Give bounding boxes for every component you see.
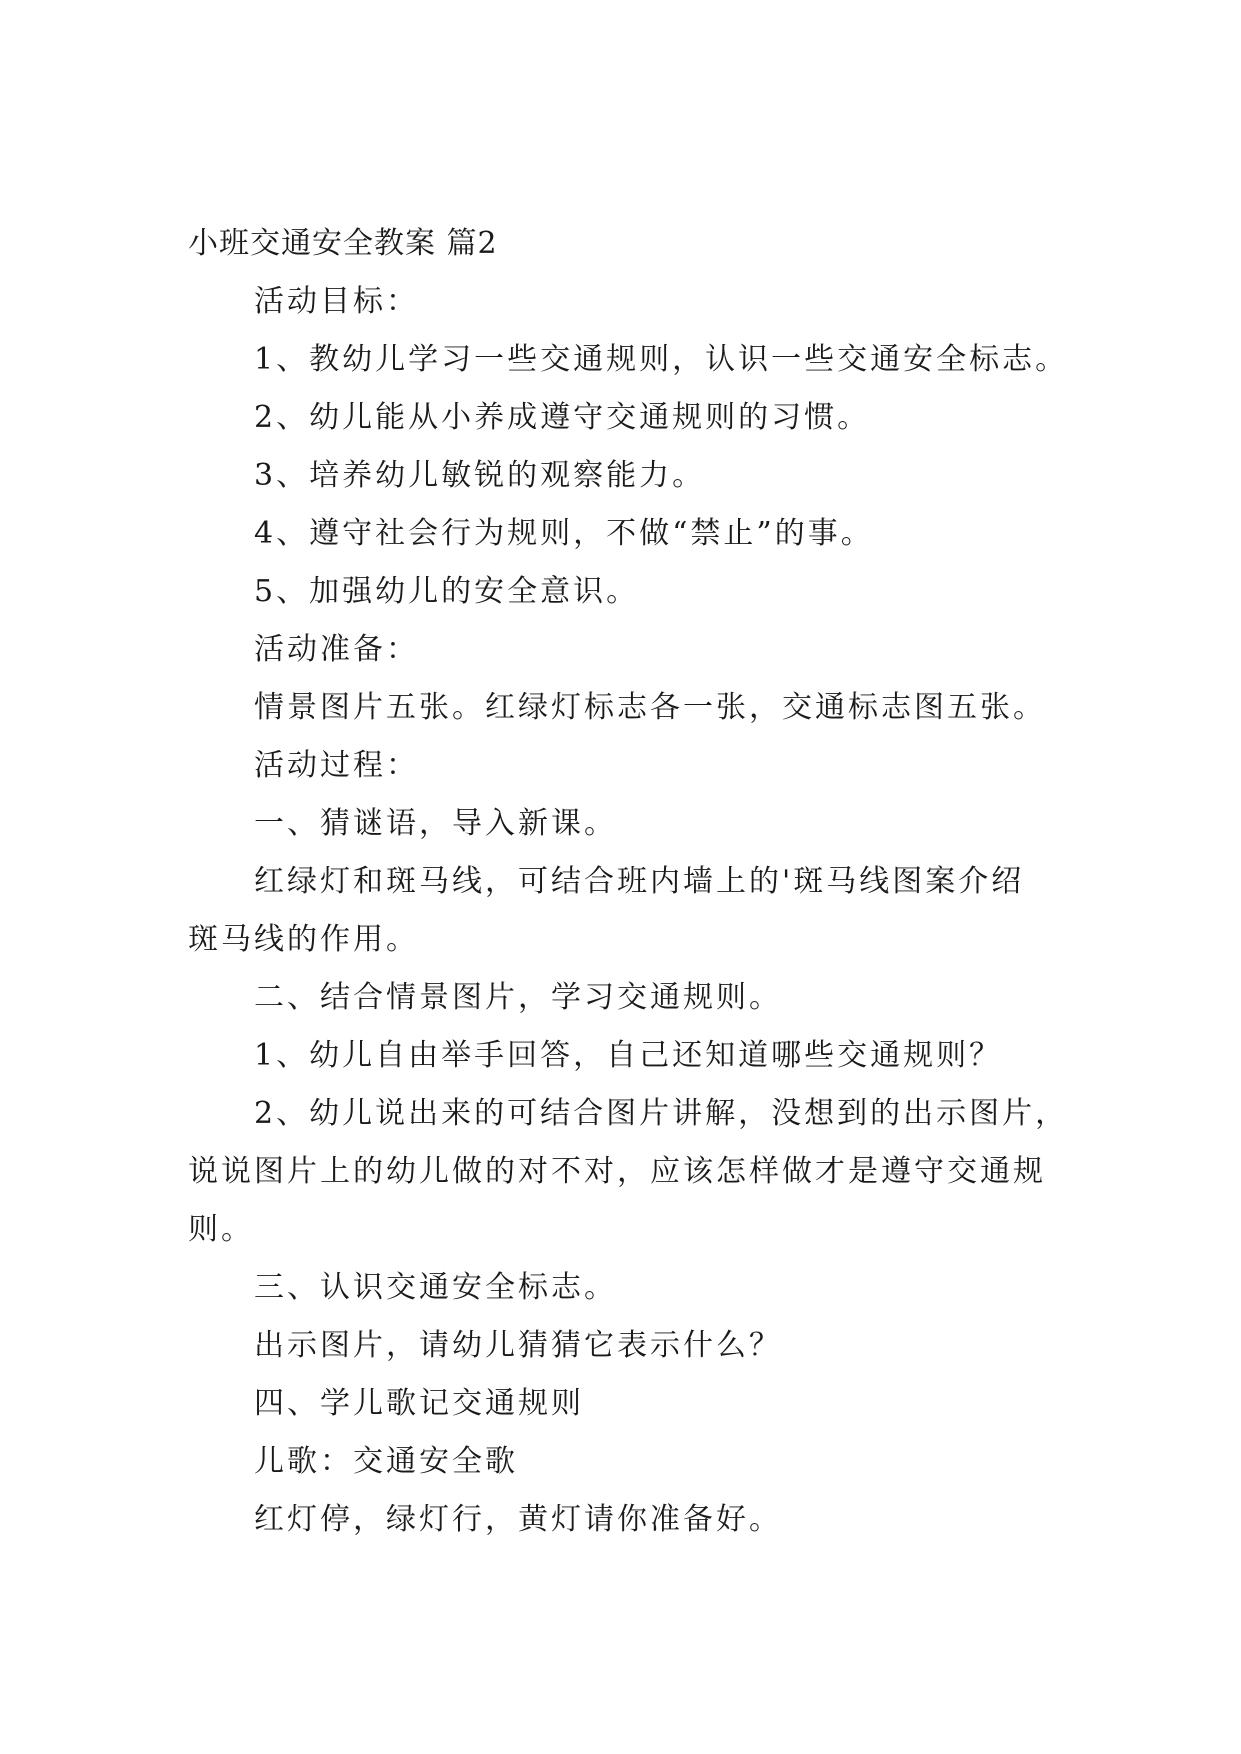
- paragraph-line: 出示图片，请幼儿猜猜它表示什么？: [254, 1328, 782, 1363]
- paragraph-line: 斑马线的作用。: [188, 922, 419, 957]
- paragraph-line: 1、幼儿自由举手回答，自己还知道哪些交通规则？: [254, 1038, 1003, 1073]
- objective-item-5: 5、加强幼儿的安全意识。: [254, 574, 640, 609]
- paragraph-line: 红绿灯和斑马线，可结合班内墙上的'斑马线图案介绍: [254, 864, 1025, 899]
- objective-item-2: 2、幼儿能从小养成遵守交通规则的习惯。: [254, 400, 871, 435]
- paragraph-line: 2、幼儿说出来的可结合图片讲解，没想到的出示图片，: [254, 1096, 1069, 1131]
- section-heading-objectives: 活动目标：: [254, 284, 419, 319]
- objective-item-4: 4、遵守社会行为规则，不做“禁止”的事。: [254, 516, 874, 551]
- song-title: 儿歌：交通安全歌: [254, 1444, 518, 1479]
- preparation-text: 情景图片五张。红绿灯标志各一张，交通标志图五张。: [254, 690, 1046, 725]
- process-step-1-heading: 一、猜谜语，导入新课。: [254, 806, 617, 841]
- process-step-4-heading: 四、学儿歌记交通规则: [254, 1386, 584, 1421]
- song-line: 红灯停，绿灯行，黄灯请你准备好。: [254, 1502, 782, 1537]
- objective-item-1: 1、教幼儿学习一些交通规则，认识一些交通安全标志。: [254, 342, 1069, 377]
- section-heading-preparation: 活动准备：: [254, 632, 419, 667]
- section-heading-process: 活动过程：: [254, 748, 419, 783]
- paragraph-line: 则。: [188, 1212, 254, 1247]
- paragraph-line: 说说图片上的幼儿做的对不对，应该怎样做才是遵守交通规: [188, 1154, 1046, 1189]
- document-title: 小班交通安全教案 篇2: [188, 226, 498, 261]
- objective-item-3: 3、培养幼儿敏锐的观察能力。: [254, 458, 706, 493]
- process-step-3-heading: 三、认识交通安全标志。: [254, 1270, 617, 1305]
- process-step-2-heading: 二、结合情景图片，学习交通规则。: [254, 980, 782, 1015]
